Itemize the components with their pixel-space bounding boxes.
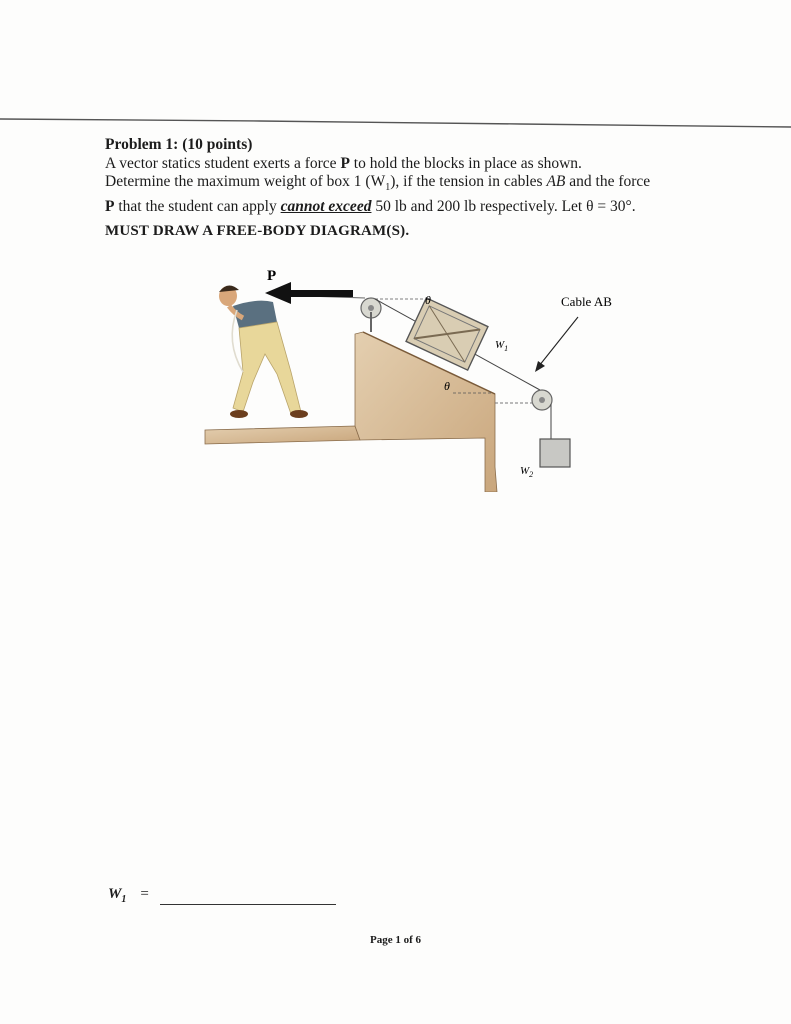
instruction-heading: MUST DRAW A FREE-BODY DIAGRAM(S). (105, 223, 410, 239)
box-w2 (540, 439, 570, 467)
pulley-top-hub (368, 305, 374, 311)
problem-line-1: A vector statics student exerts a force P to hold the blocks in place as shown. (105, 154, 582, 172)
answer-label: $W_1$ = (108, 886, 149, 905)
statics-figure (195, 262, 655, 492)
current-page: 1 (395, 934, 401, 946)
pulley-bottom-hub (539, 397, 545, 403)
theta-top-label: θ (425, 293, 431, 307)
answer-blank[interactable] (160, 904, 336, 905)
raised-block (355, 332, 497, 492)
problem-line-2: Determine the maximum weight of box 1 $(W_1)$, if the tension in cables AB and the force (105, 173, 651, 194)
force-p-label: P (267, 268, 277, 284)
student-figure (219, 285, 308, 418)
cable-ab-pointer (539, 317, 578, 366)
problem-statement (105, 136, 705, 216)
w2-figure-label: $W_2$ (520, 465, 534, 479)
cable-ab-arrowhead (535, 361, 545, 372)
total-pages: 6 (415, 934, 422, 946)
force-p-shaft (287, 290, 353, 297)
force-p-arrowhead (265, 282, 291, 304)
lower-ground (205, 426, 360, 444)
emphasis-cannot-exceed: cannot exceed (280, 197, 372, 215)
problem-title: Problem 1: (10 points) (105, 136, 253, 153)
cable-ab-label: Cable AB (561, 294, 612, 309)
w1-figure-label: $W_1$ (495, 339, 509, 353)
top-rule (0, 116, 791, 130)
problem-line-3: P that the student can apply cannot exceed 50 lb and 200 lb respectively. Let θ = 30°. (105, 197, 636, 215)
page-footer: Page 1 of 6 (369, 934, 422, 946)
theta-bottom-label: θ (444, 379, 450, 393)
